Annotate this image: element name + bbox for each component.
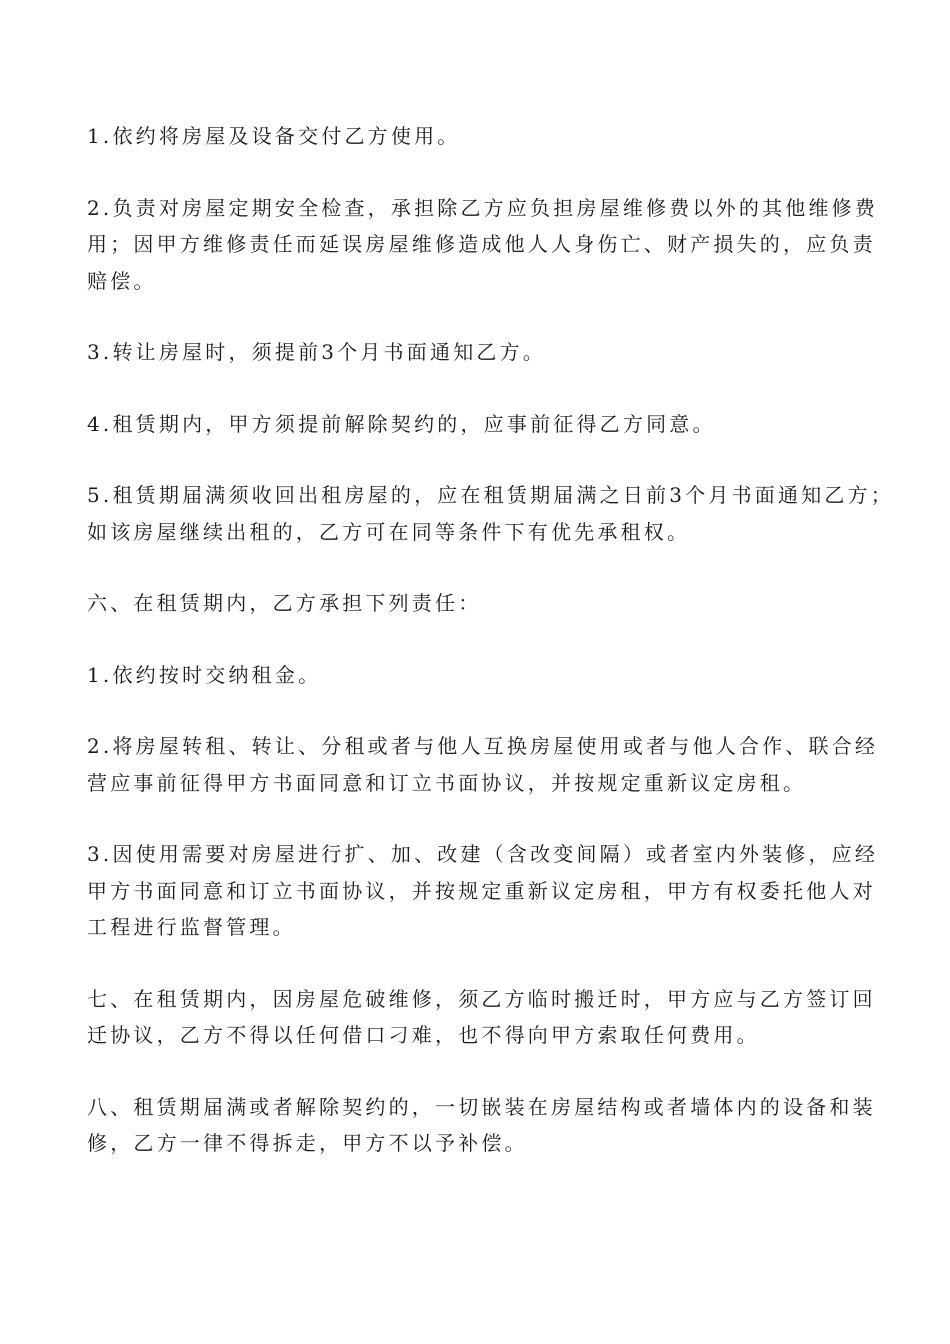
- paragraph-party-b-2: [87, 728, 887, 801]
- text-line: 迁协议，乙方不得以任何借口刁难，也不得向甲方索取任何费用。: [87, 1023, 760, 1047]
- text-line: 2.负责对房屋定期安全检查，承担除乙方应负担房屋维修费以外的其他维修费: [87, 195, 879, 220]
- text-line: 4.租赁期内，甲方须提前解除契约的，应事前征得乙方同意。: [87, 411, 716, 436]
- paragraph-party-a-3: [87, 334, 887, 371]
- paragraph-party-b-1: [87, 657, 887, 694]
- paragraph-party-a-4: [87, 406, 887, 443]
- text-line: 如该房屋继续出租的，乙方可在同等条件下有优先承租权。: [87, 519, 691, 544]
- paragraph-party-b-3: [87, 836, 887, 946]
- paragraph-party-a-5: [87, 477, 895, 550]
- paragraph-party-a-2: [87, 190, 887, 300]
- text-line: 六、在租赁期内，乙方承担下列责任：: [87, 591, 482, 615]
- text-line: 修，乙方一律不得拆走，甲方不以予补偿。: [87, 1131, 528, 1155]
- text-line: 七、在租赁期内，因房屋危破维修，须乙方临时搬迁时，甲方应与乙方签订回: [87, 986, 876, 1011]
- text-line: 2.将房屋转租、转让、分租或者与他人互换房屋使用或者与他人合作、联合经: [87, 734, 879, 758]
- text-line: 营应事前征得甲方书面同意和订立书面协议，并按规定重新议定房租。: [87, 770, 807, 795]
- section-eight: [87, 1089, 887, 1162]
- text-line: 1.依约按时交纳租金。: [87, 662, 322, 687]
- text-line: 3.因使用需要对房屋进行扩、加、改建（含改变间隔）或者室内外装修，应经: [87, 842, 879, 866]
- text-line: 1.依约将房屋及设备交付乙方使用。: [87, 124, 461, 148]
- text-line: 八、租赁期届满或者解除契约的，一切嵌装在房屋结构或者墙体内的设备和装: [87, 1094, 876, 1119]
- text-line: 5.租赁期届满须收回出租房屋的，应在租赁期届满之日前3个月书面通知乙方；: [87, 483, 895, 507]
- text-line: 赔偿。: [87, 268, 157, 293]
- section-heading-six: [87, 585, 887, 622]
- document-page: [87, 118, 895, 1197]
- text-line: 甲方书面同意和订立书面协议，并按规定重新议定房租，甲方有权委托他人对: [87, 878, 876, 903]
- text-line: 用；因甲方维修责任而延误房屋维修造成他人人身伤亡、财产损失的，应负责: [87, 232, 876, 256]
- paragraph-party-a-1: [87, 118, 887, 155]
- section-seven: [87, 981, 887, 1054]
- text-line: 工程进行监督管理。: [87, 915, 296, 939]
- text-line: 3.转让房屋时，须提前3个月书面通知乙方。: [87, 340, 547, 364]
